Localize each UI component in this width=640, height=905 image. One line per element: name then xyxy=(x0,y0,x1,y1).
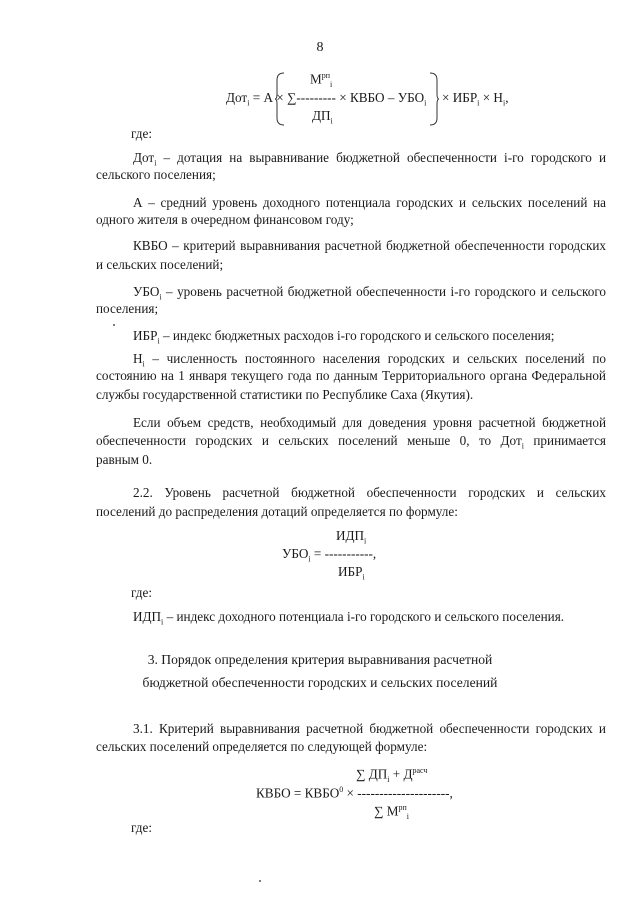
formula1-right-brace xyxy=(428,72,440,126)
formula1-lhs: Дот$_i$ = А × xyxy=(226,90,284,108)
def-n-line3: службы государственной статистики по Республике Саха (Якутия). xyxy=(96,387,474,402)
where-label-3: где: xyxy=(131,820,152,835)
formula3-body: КВБО = $КВБО^0$ × ---------------------, xyxy=(256,785,453,801)
formula2-denominator: $ИБР_i$ xyxy=(338,564,365,582)
formula1-left-brace xyxy=(274,72,286,126)
def-ibr-line1: $ИБР_i$ – индекс бюджетных расходов i-го городского и сельского поселения; xyxy=(133,328,555,346)
formula1-body: ∑--------- × КВБО – $УБО_i$ xyxy=(287,90,427,108)
para-22-line1: 2.2. Уровень расчетной бюджетной обеспеченности городских и сельских xyxy=(133,485,606,500)
formula2-body: $УБО_i$ = -----------, xyxy=(282,546,377,564)
def-dot-line1: Дот$_i$ – дотация на выравнивание бюджетной обеспеченности i-го городского и xyxy=(133,150,606,168)
para-22-line2: поселений до распределения дотаций определяется по формуле: xyxy=(96,504,458,519)
para-if-line1: Если объем средств, необходимый для доведения уровня расчетной бюджетной xyxy=(133,415,606,430)
para-if-line3: равным 0. xyxy=(96,452,153,467)
formula2-numerator: $ИДП_i$ xyxy=(336,528,367,546)
def-a-line2: одного жителя в очередном финансовом году; xyxy=(96,212,354,227)
def-ubo-line2: поселения; xyxy=(96,301,159,316)
def-a-line1: А – средний уровень доходного потенциала городских и сельских поселений на xyxy=(133,195,606,210)
formula1-denominator: $ДП_i$ xyxy=(312,108,333,126)
def-kvbo-line1: КВБО – критерий выравнивания расчетной бюджетной обеспеченности городских xyxy=(133,238,606,253)
def-kvbo-line2: и сельских поселений; xyxy=(96,257,224,272)
formula1-tail: × $ИБР_i \times Н_i$, xyxy=(442,90,509,108)
formula3-numerator: ∑ $ДП_i + Д^{расч}$ xyxy=(356,766,428,785)
para-if-line2: обеспеченности городских и сельских поселений меньше 0, то Дот$_i$ принимается xyxy=(96,433,606,451)
def-idp: $ИДП_i$ – индекс доходного потенциала i-го городского и сельского поселения. xyxy=(133,609,565,627)
formula3-denominator: ∑ $М^{рп}_i$ xyxy=(374,803,409,822)
para-31-line1: 3.1. Критерий выравнивания расчетной бюджетной обеспеченности городских и xyxy=(133,721,606,736)
para-31-line2: сельских поселений определяется по следующей формуле: xyxy=(96,739,428,754)
def-ubo-line1: $УБО_i$ – уровень расчетной бюджетной обеспеченности i-го городского и сельского xyxy=(133,284,606,302)
scan-speck xyxy=(113,324,115,326)
def-dot-line2: сельского поселения; xyxy=(96,167,216,182)
section3-heading-line1: 3. Порядок определения критерия выравнивания расчетной xyxy=(147,652,493,667)
formula1-numerator: $М^{рп}_i$ xyxy=(310,71,333,90)
scan-speck xyxy=(259,880,261,882)
where-label-1: где: xyxy=(131,126,152,141)
def-n-line2: состоянию на 1 января текущего года по данным Территориального органа Федеральной xyxy=(96,368,606,383)
where-label-2: где: xyxy=(131,585,152,600)
section3-heading-line2: бюджетной обеспеченности городских и сельских поселений xyxy=(142,675,498,690)
def-n-line1: $Н_i$ – численность постоянного населения городских и сельских поселений по xyxy=(133,351,606,369)
page-number: 8 xyxy=(316,40,324,55)
